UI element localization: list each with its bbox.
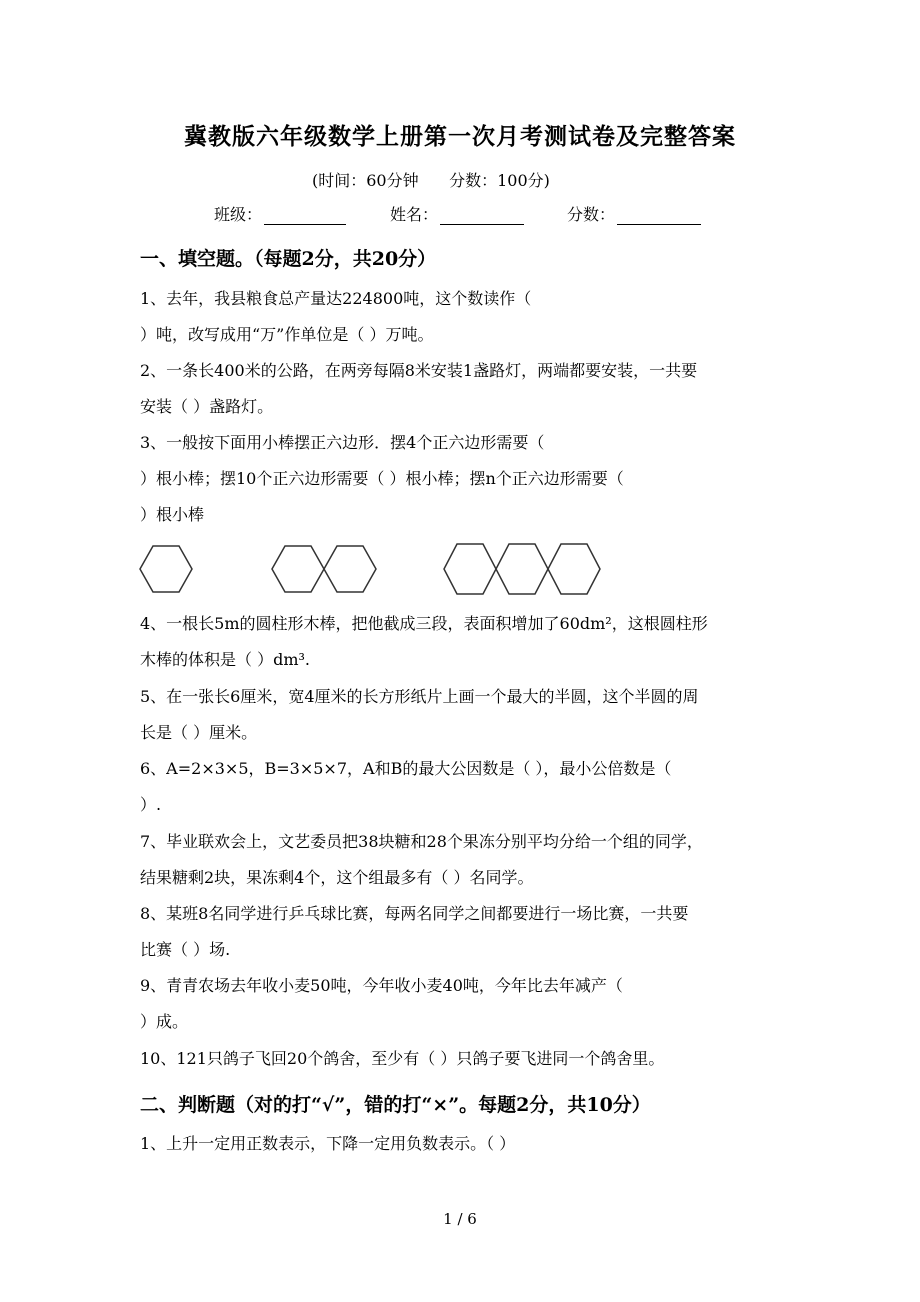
question-line: 长是（ ）厘米。 — [140, 723, 258, 742]
score-label: 分数： — [567, 205, 616, 224]
question-line: 结果糖剩2块，果冻剩4个，这个组最多有（ ）名同学。 — [140, 868, 534, 887]
hexagon-shape — [444, 544, 496, 594]
question-line: 6、A=2×3×5，B=3×5×7，A和B的最大公因数是（ ），最小公倍数是（ — [140, 759, 672, 778]
question-line: 1、去年，我县粮食总产量达224800吨，这个数读作（ — [140, 289, 532, 308]
score-blank[interactable] — [617, 206, 701, 225]
score-field[interactable] — [567, 202, 701, 225]
name-label: 姓名： — [390, 205, 439, 224]
question-line: ）吨，改写成用“万”作单位是（ ）万吨。 — [140, 325, 434, 344]
hexagon-shape — [140, 546, 192, 592]
question-line: 比赛（ ）场. — [140, 940, 231, 959]
question-line: 10、121只鸽子飞回20个鸽舍，至少有（ ）只鸽子要飞进同一个鸽舍里。 — [140, 1049, 665, 1068]
name-field[interactable] — [390, 202, 524, 225]
page-title: 冀教版六年级数学上册第一次月考测试卷及完整答案 — [184, 123, 736, 150]
exam-meta: (时间：60分钟 分数：100分) — [312, 171, 550, 190]
class-field[interactable] — [214, 202, 346, 225]
question-line: 7、毕业联欢会上，文艺委员把38块糖和28个果冻分别平均分给一个组的同学， — [140, 832, 703, 851]
question-line: 安装（ ）盏路灯。 — [140, 397, 274, 416]
question-line: ）根小棒 — [140, 505, 205, 524]
class-blank[interactable] — [264, 206, 346, 225]
question-line: 5、在一张长6厘米，宽4厘米的长方形纸片上画一个最大的半圆，这个半圆的周 — [140, 687, 699, 706]
question-line: ）根小棒；摆10个正六边形需要（ ）根小棒；摆n个正六边形需要（ — [140, 469, 624, 488]
question-line: ）成。 — [140, 1012, 189, 1031]
question-line: 2、一条长400米的公路，在两旁每隔8米安装1盏路灯，两端都要安装，一共要 — [140, 361, 698, 380]
hexagon-shape — [548, 544, 600, 594]
name-blank[interactable] — [440, 206, 524, 225]
section-fill-in-title: 一、填空题。（每题2分，共20分） — [140, 248, 437, 270]
question-line: 木棒的体积是（ ）dm³. — [140, 650, 311, 669]
class-label: 班级： — [214, 205, 263, 224]
question-line: 8、某班8名同学进行乒乓球比赛，每两名同学之间都要进行一场比赛，一共要 — [140, 904, 689, 923]
question-line: ）. — [140, 795, 162, 814]
section-true-false-title: 二、判断题（对的打“√”，错的打“×”。每题2分，共10分） — [140, 1094, 651, 1116]
hexagon-figures — [138, 538, 608, 602]
hexagon-shape — [272, 546, 324, 592]
question-line: 9、青青农场去年收小麦50吨，今年收小麦40吨，今年比去年减产（ — [140, 976, 623, 995]
question-line: 4、一根长5m的圆柱形木棒，把他截成三段，表面积增加了60dm²，这根圆柱形 — [140, 614, 708, 633]
hexagon-shape — [324, 546, 376, 592]
question-line: 1、上升一定用正数表示，下降一定用负数表示。（ ） — [140, 1134, 516, 1153]
hexagon-shape — [496, 544, 548, 594]
question-line: 3、一般按下面用小棒摆正六边形．摆4个正六边形需要（ — [140, 433, 545, 452]
page-number: 1 / 6 — [443, 1210, 477, 1228]
